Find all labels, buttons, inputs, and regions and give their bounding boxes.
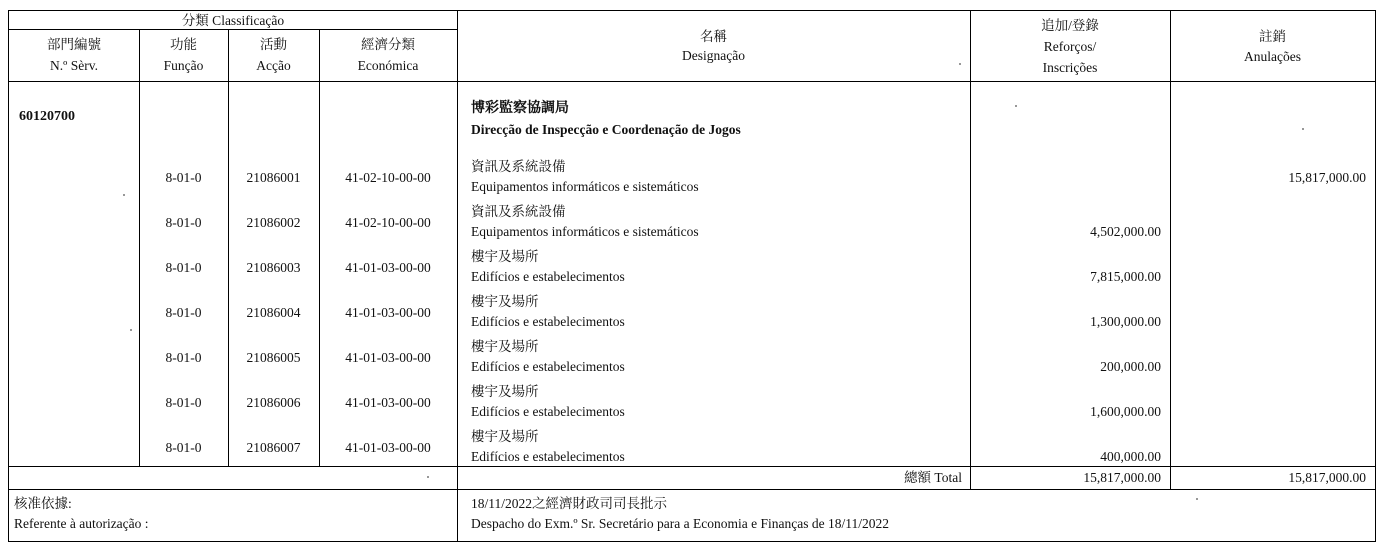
budget-table <box>8 10 1376 542</box>
scan-speck <box>123 194 125 196</box>
row-name-pt: Equipamentos informáticos e sistemáticos <box>471 224 699 239</box>
row-action-code: 21086005 <box>246 350 301 365</box>
row-economic-code: 41-01-03-00-00 <box>345 260 431 275</box>
row-reinforcement-amount: 400,000.00 <box>1100 449 1161 464</box>
row-action-code: 21086001 <box>246 170 301 185</box>
rule-col-designation <box>457 11 458 542</box>
authorization-text-pt: Despacho do Exm.º Sr. Secretário para a Economia e Finanças de 18/11/2022 <box>471 516 889 531</box>
row-action-code: 21086003 <box>246 260 301 275</box>
row-function-code: 8-01-0 <box>165 395 202 410</box>
row-action-code: 21086007 <box>246 440 301 455</box>
dept-code-header-pt: N.º Sèrv. <box>50 58 98 73</box>
row-reinforcement-amount: 1,600,000.00 <box>1090 404 1161 419</box>
row-function-code: 8-01-0 <box>165 170 202 185</box>
row-action-code: 21086004 <box>246 305 301 320</box>
row-economic-code: 41-01-03-00-00 <box>345 350 431 365</box>
rule-col-annulment <box>1170 11 1171 489</box>
department-name-zh: 博彩監察協調局 <box>471 101 569 116</box>
row-annulment-amount: 15,817,000.00 <box>1288 170 1366 185</box>
department-name-pt: Direcção de Inspecção e Coordenação de Jogos <box>471 122 741 137</box>
total-reinforcement: 15,817,000.00 <box>1083 470 1161 485</box>
row-name-zh: 樓宇及場所 <box>471 384 539 399</box>
row-function-code: 8-01-0 <box>165 350 202 365</box>
row-reinforcement-amount: 7,815,000.00 <box>1090 269 1161 284</box>
row-function-code: 8-01-0 <box>165 440 202 455</box>
row-name-zh: 樓宇及場所 <box>471 249 539 264</box>
designation-header-zh: 名稱 <box>700 29 727 44</box>
authorization-text-zh: 18/11/2022之經濟財政司司長批示 <box>471 496 668 511</box>
row-economic-code: 41-01-03-00-00 <box>345 440 431 455</box>
function-header-pt: Função <box>163 58 204 73</box>
row-name-pt: Edifícios e estabelecimentos <box>471 314 625 329</box>
row-name-pt: Edifícios e estabelecimentos <box>471 269 625 284</box>
row-name-pt: Equipamentos informáticos e sistemáticos <box>471 179 699 194</box>
row-reinforcement-amount: 1,300,000.00 <box>1090 314 1161 329</box>
reinforcement-header-pt2: Inscrições <box>1042 60 1098 75</box>
scan-speck <box>427 476 429 478</box>
action-header-zh: 活動 <box>260 37 287 52</box>
rule-classification-split <box>9 29 457 30</box>
row-reinforcement-amount: 200,000.00 <box>1100 359 1161 374</box>
rule-total-bottom <box>9 489 1375 490</box>
row-name-zh: 樓宇及場所 <box>471 294 539 309</box>
annulment-header-pt: Anulações <box>1244 49 1301 64</box>
row-name-zh: 樓宇及場所 <box>471 339 539 354</box>
row-function-code: 8-01-0 <box>165 260 202 275</box>
designation-header-pt: Designação <box>682 48 745 63</box>
scan-speck <box>1302 128 1304 130</box>
row-function-code: 8-01-0 <box>165 215 202 230</box>
reinforcement-header-zh: 追加/登錄 <box>1041 18 1099 33</box>
scan-speck <box>1015 105 1017 107</box>
row-name-pt: Edifícios e estabelecimentos <box>471 359 625 374</box>
function-header-zh: 功能 <box>170 37 197 52</box>
classification-group-header: 分類 Classificação <box>181 13 285 28</box>
total-annulment: 15,817,000.00 <box>1288 470 1366 485</box>
row-action-code: 21086002 <box>246 215 301 230</box>
row-reinforcement-amount: 4,502,000.00 <box>1090 224 1161 239</box>
row-name-zh: 樓宇及場所 <box>471 429 539 444</box>
row-name-zh: 資訊及系統設備 <box>471 204 566 219</box>
row-name-pt: Edifícios e estabelecimentos <box>471 449 625 464</box>
economic-header-zh: 經濟分類 <box>361 37 415 52</box>
authorization-label-zh: 核准依據: <box>14 496 72 511</box>
row-name-pt: Edifícios e estabelecimentos <box>471 404 625 419</box>
scan-speck <box>130 329 132 331</box>
annulment-header-zh: 註銷 <box>1259 29 1286 44</box>
action-header-pt: Acção <box>256 58 291 73</box>
economic-header-pt: Económica <box>357 58 419 73</box>
department-code: 60120700 <box>19 109 75 124</box>
total-label: 總額 Total <box>904 470 962 485</box>
reinforcement-header-pt1: Reforços/ <box>1043 39 1097 54</box>
row-name-zh: 資訊及系統設備 <box>471 159 566 174</box>
authorization-label-pt: Referente à autorização : <box>14 516 149 531</box>
row-economic-code: 41-02-10-00-00 <box>345 215 431 230</box>
scan-speck <box>1196 498 1198 500</box>
scan-speck <box>959 63 961 65</box>
row-action-code: 21086006 <box>246 395 301 410</box>
dept-code-header-zh: 部門編號 <box>47 37 101 52</box>
row-economic-code: 41-01-03-00-00 <box>345 305 431 320</box>
row-economic-code: 41-01-03-00-00 <box>345 395 431 410</box>
row-economic-code: 41-02-10-00-00 <box>345 170 431 185</box>
row-function-code: 8-01-0 <box>165 305 202 320</box>
